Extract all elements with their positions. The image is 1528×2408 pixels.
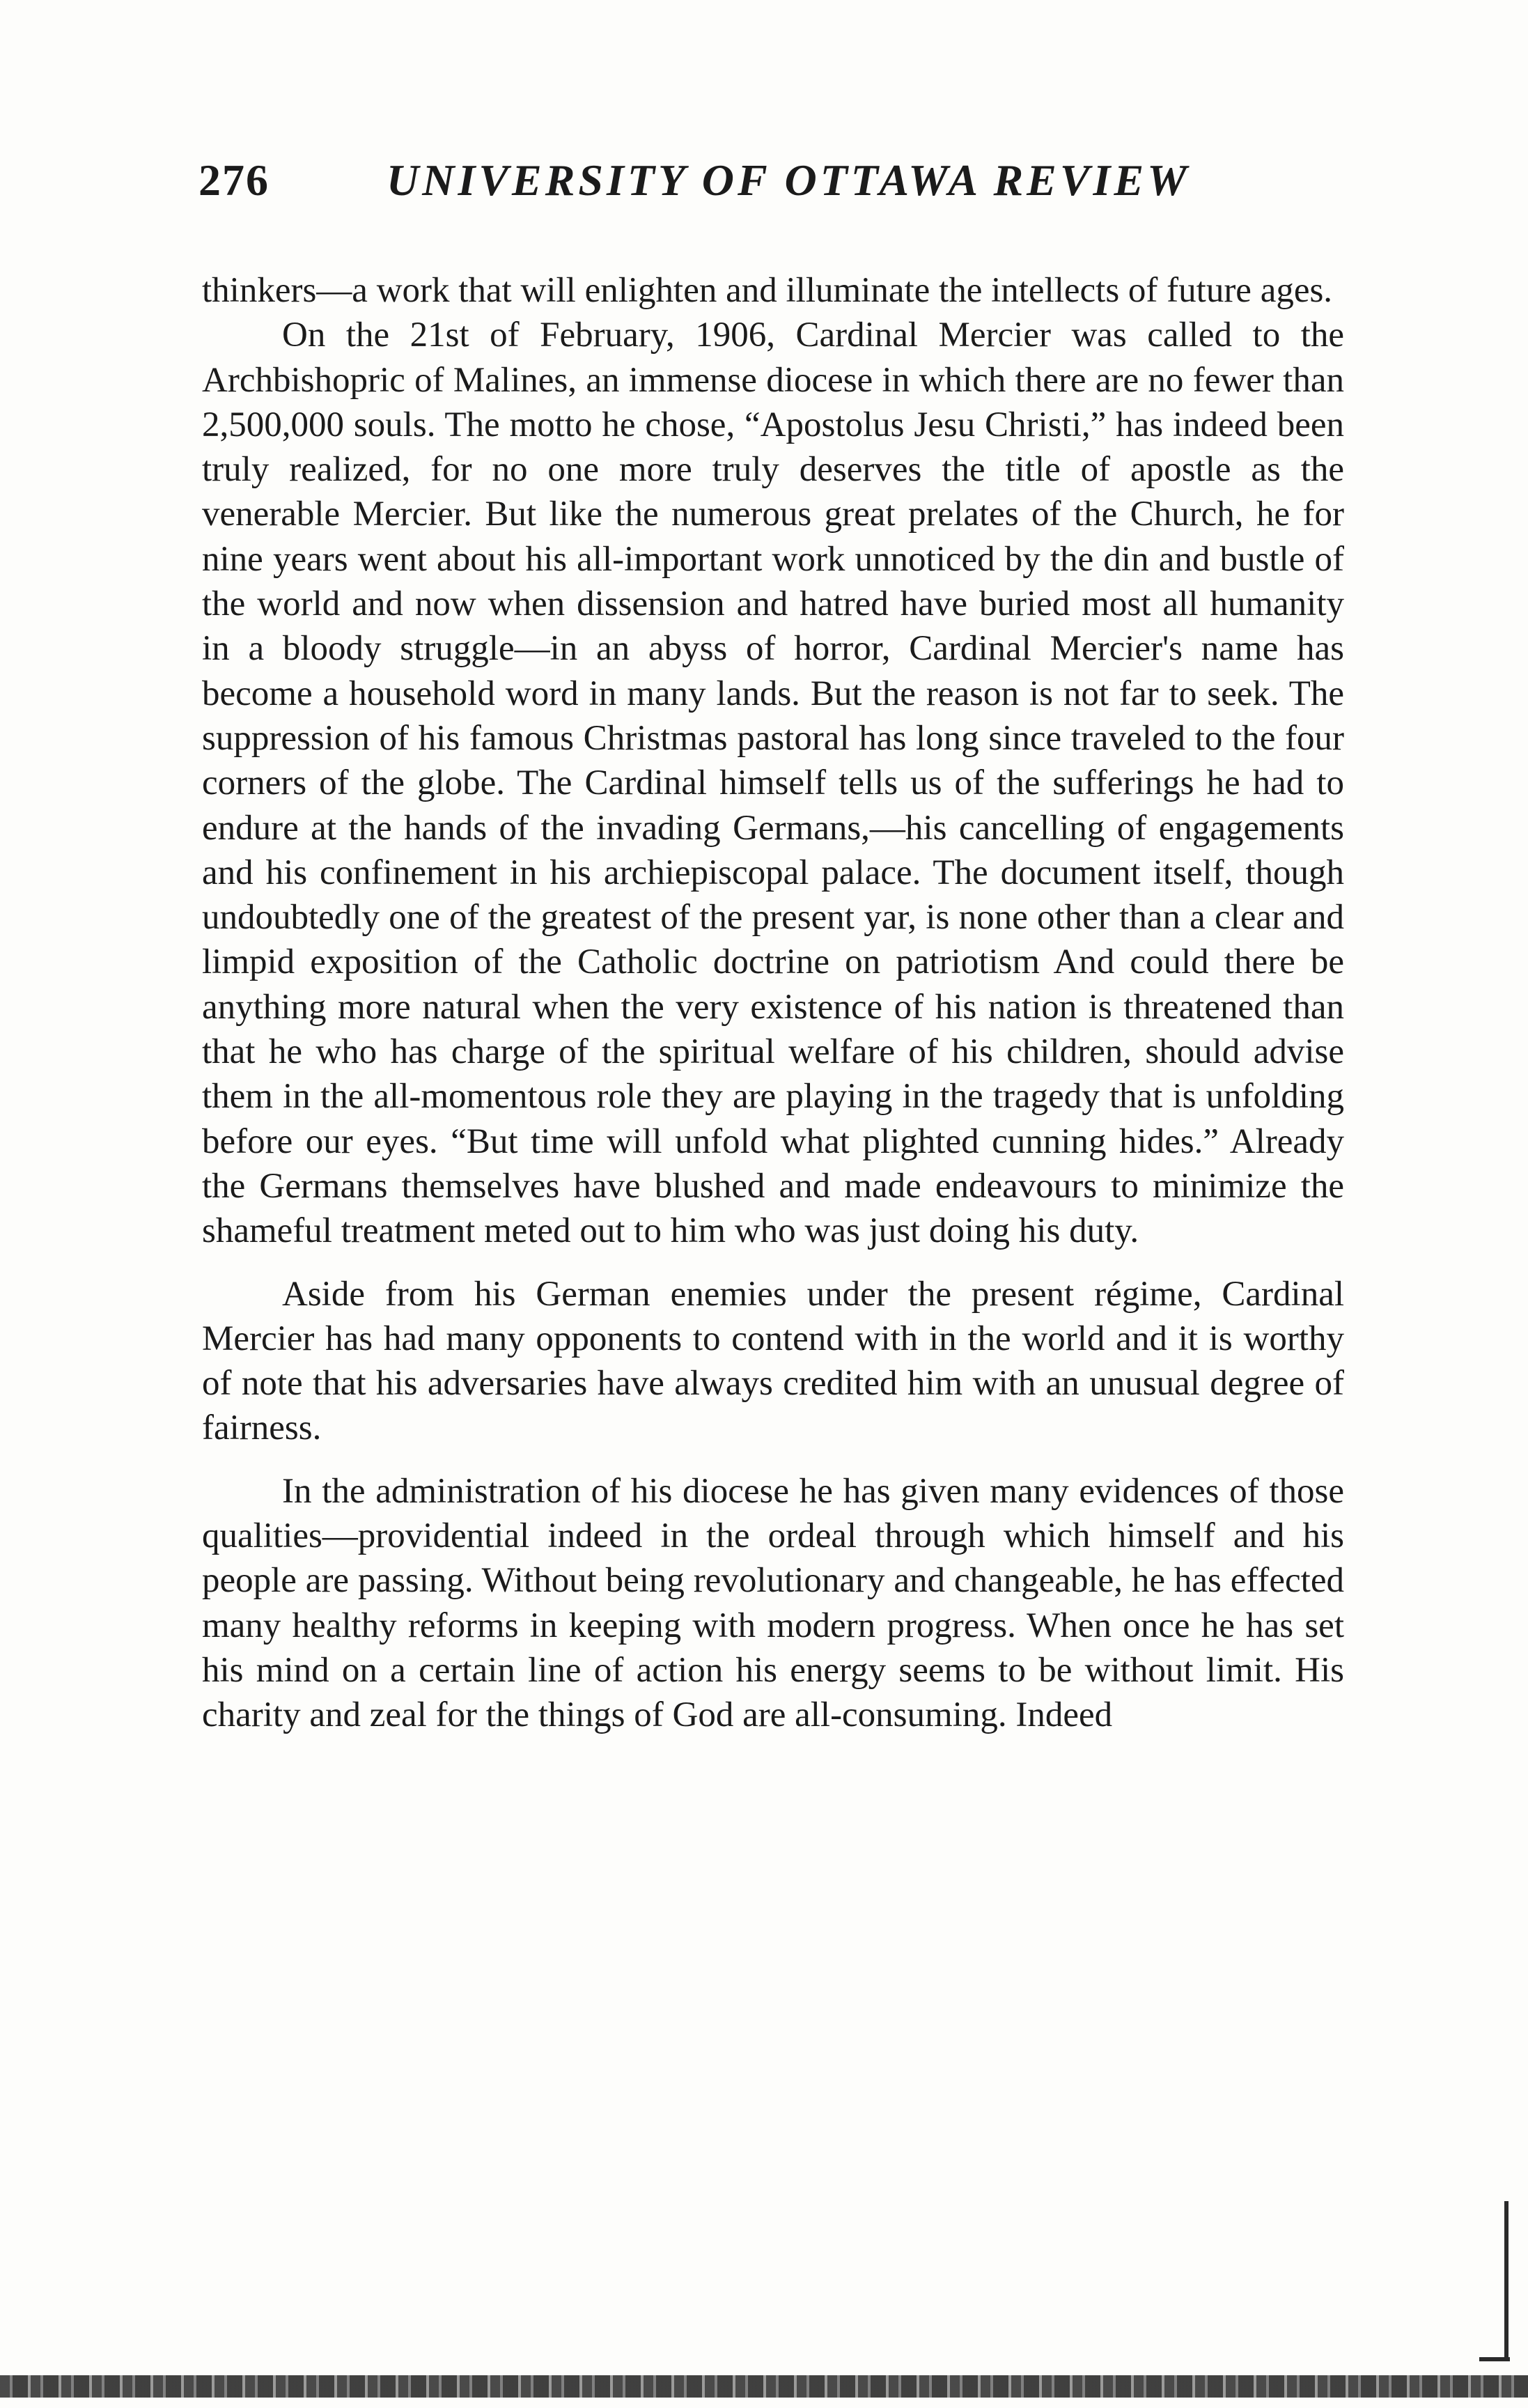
- body-text: [202, 268, 1344, 1738]
- scan-edge-strip: [0, 2375, 1528, 2398]
- journal-title: UNIVERSITY OF OTTAWA REVIEW: [387, 155, 1191, 205]
- paragraph-mercier-archbishopric: On the 21st of February, 1906, Cardinal Mercier was called to the Archbishopric of Malines, an immense diocese in which there are no fewer than 2,500,000 souls. The motto he chose, “Apostolus Jesu Christi,” has indeed been truly realized, for no one more truly deserves the title of apostle as the venerable Mercier. But like the numerous great prelates of the Church, he for nine years went about his all-important work unnoticed by the din and bustle of the world and now when dissension and hatred have buried most all humanity in a bloody struggle—in an abyss of horror, Cardinal Mercier's name has become a household word in many lands. But the reason is not far to seek. The suppression of his famous Christmas pastoral has long since traveled to the four corners of the globe. The Cardinal himself tells us of the sufferings he had to endure at the hands of the invading Germans,—his cancelling of engagements and his confinement in his archiepiscopal palace. The document itself, though undoubtedly one of the greatest of the present yar, is none other than a clear and limpid exposition of the Catholic doctrine on patriotism And could there be anything more natural when the very existence of his nation is threatened than that he who has charge of the spiritual welfare of his children, should advise them in the all-momentous role they are playing in the tragedy that is unfolding before our eyes. “But time will unfold what plighted cunning hides.” Already the Germans themselves have blushed and made endeavours to minimize the shameful treatment meted out to him who was just doing his duty.: [202, 316, 1344, 1251]
- running-head: [198, 155, 1382, 210]
- paragraph-german-enemies: Aside from his German enemies under the present régime, Cardinal Mercier has had many opponents to contend with in the world and it is worthy of note that his adversaries have always credited him with an unusual degree of fairness.: [202, 1274, 1344, 1448]
- scan-margin-mark: [1504, 2201, 1508, 2361]
- paragraph-administration: In the administration of his diocese he has given many evidences of those qualities—providential indeed in the ordeal through which himself and his people are passing. Without being revolutionary and changeable, he has effected many healthy reforms in keeping with modern progress. When once he has set his mind on a certain line of action his energy seems to be without limit. His charity and zeal for the things of God are all-consuming. Indeed: [202, 1471, 1344, 1735]
- page-number: 276: [198, 155, 270, 205]
- scan-margin-mark-foot: [1479, 2357, 1510, 2361]
- paragraph-continuation: thinkers—a work that will enlighten and illuminate the intellects of future ages.: [202, 271, 1333, 310]
